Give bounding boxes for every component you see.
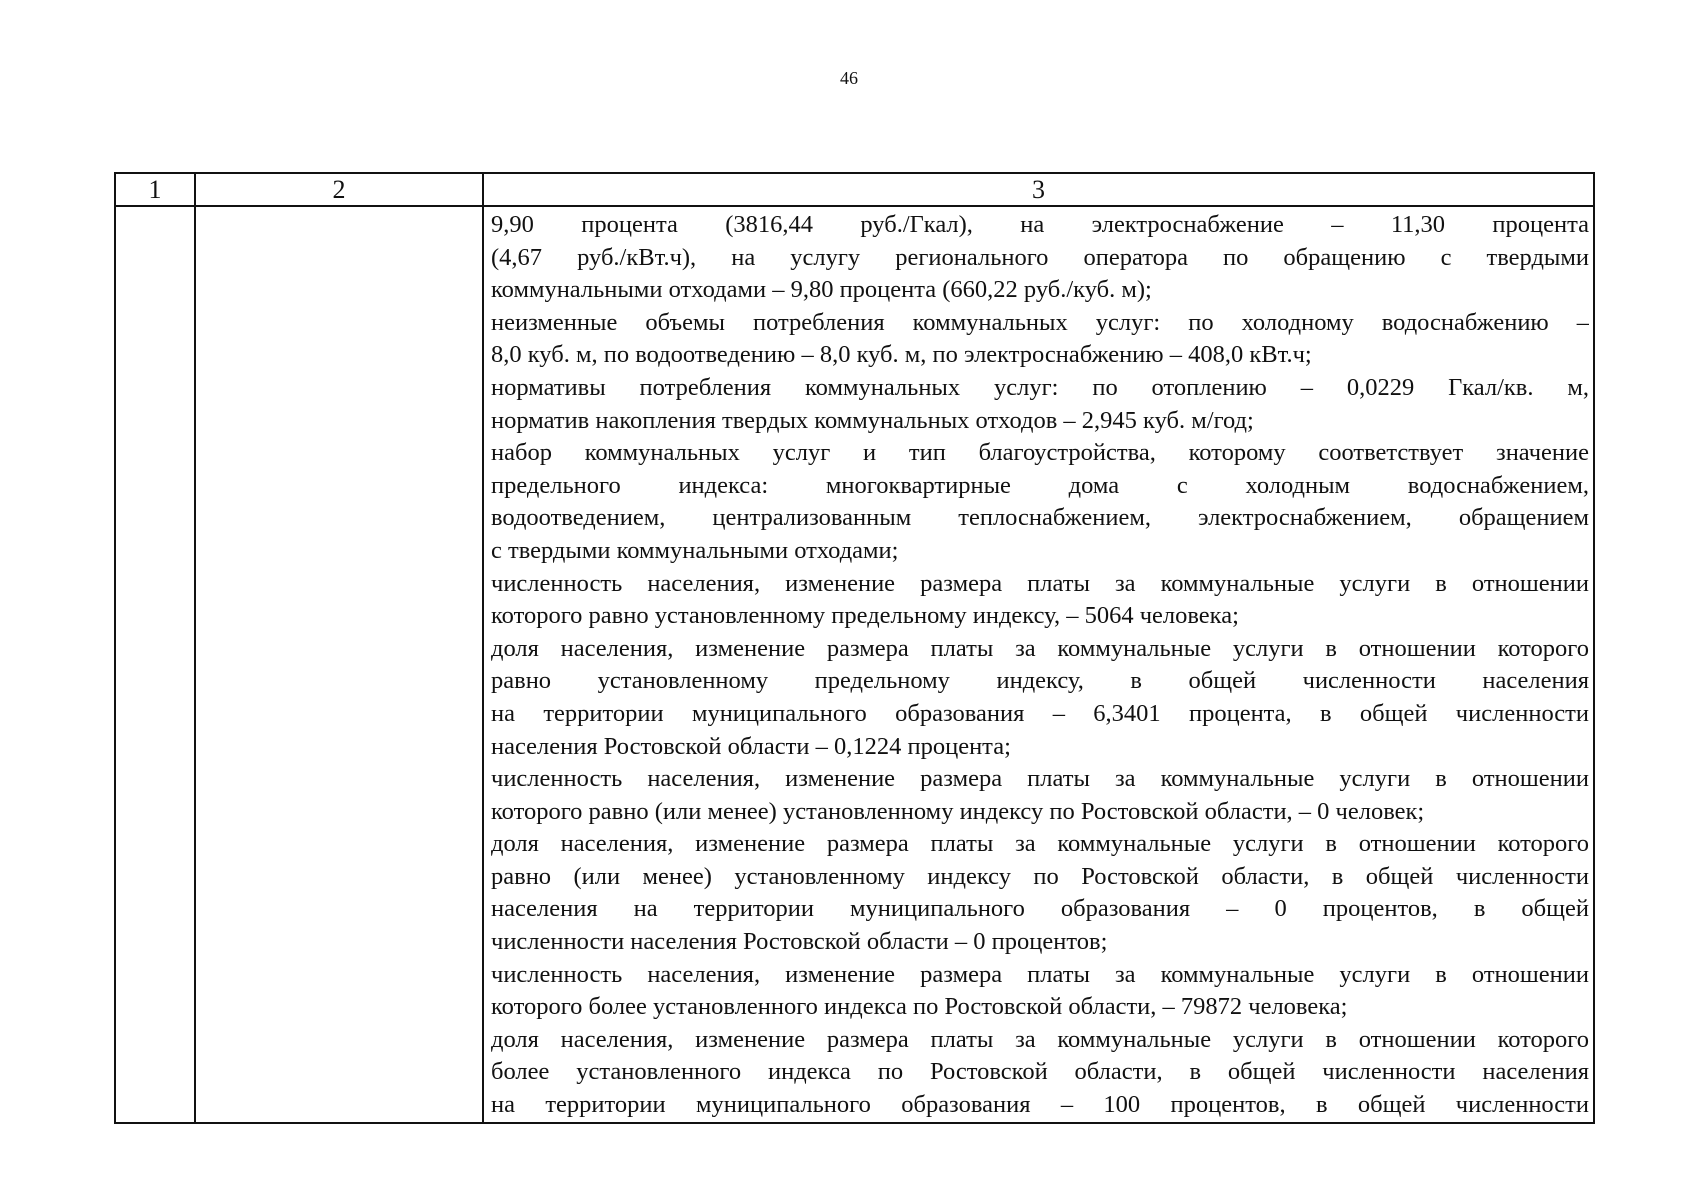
text-line: набор коммунальных услуг и тип благоустройства, которому соответствует значение: [491, 439, 1589, 467]
text-line: 9,90 процента (3816,44 руб./Гкал), на электроснабжение – 11,30 процента: [491, 211, 1589, 238]
column-header-2: 2: [195, 173, 483, 206]
text-line: на территории муниципального образования – 6,3401 процента, в общей численности: [491, 699, 1589, 727]
text-line: нормативы потребления коммунальных услуг: по отоплению – 0,0229 Гкал/кв. м,: [491, 373, 1589, 401]
text-line: населения Ростовской области – 0,1224 процента;: [491, 732, 1011, 760]
text-line: на территории муниципального образования – 100 процентов, в общей численности: [491, 1091, 1589, 1119]
text-line: которого равно установленному предельному индексу, – 5064 человека;: [491, 602, 1239, 630]
table-cell-col3: [483, 206, 1594, 1123]
text-line: численности населения Ростовской области – 0 процентов;: [491, 928, 1108, 956]
document-table: [114, 172, 1595, 1124]
text-line: равно (или менее) установленному индексу по Ростовской области, в общей численности: [491, 862, 1589, 890]
text-line: с твердыми коммунальными отходами;: [491, 536, 899, 564]
text-line: более установленного индекса по Ростовской области, в общей численности населения: [491, 1058, 1589, 1086]
text-line: водоотведением, централизованным теплоснабжением, электроснабжением, обращением: [491, 504, 1589, 532]
text-line: численность населения, изменение размера платы за коммунальные услуги в отношении: [491, 960, 1589, 988]
table-header-row: [115, 173, 1594, 206]
text-line: которого более установленного индекса по Ростовской области, – 79872 человека;: [491, 993, 1348, 1021]
text-line: доля населения, изменение размера платы за коммунальные услуги в отношении которого: [491, 830, 1589, 858]
text-line: населения на территории муниципального образования – 0 процентов, в общей: [491, 895, 1589, 923]
text-line: коммунальными отходами – 9,80 процента (660,22 руб./куб. м);: [491, 276, 1152, 304]
column-header-1: 1: [115, 173, 195, 206]
text-line: (4,67 руб./кВт.ч), на услугу регионального оператора по обращению с твердыми: [491, 243, 1589, 271]
text-line: которого равно (или менее) установленному индексу по Ростовской области, – 0 человек;: [491, 797, 1425, 825]
table-row: [115, 206, 1594, 1123]
text-line: доля населения, изменение размера платы за коммунальные услуги в отношении которого: [491, 634, 1589, 662]
text-line: численность населения, изменение размера платы за коммунальные услуги в отношении: [491, 569, 1589, 597]
text-line: предельного индекса: многоквартирные дома с холодным водоснабжением,: [491, 471, 1589, 499]
text-line: 8,0 куб. м, по водоотведению – 8,0 куб. м, по электроснабжению – 408,0 кВт.ч;: [491, 341, 1312, 369]
text-line: доля населения, изменение размера платы за коммунальные услуги в отношении которого: [491, 1025, 1589, 1053]
column-header-3: 3: [483, 173, 1594, 206]
cell-text-block: [484, 207, 1593, 1122]
table-cell-col1: [115, 206, 195, 1123]
page-number: 46: [840, 68, 858, 88]
text-line: численность населения, изменение размера платы за коммунальные услуги в отношении: [491, 765, 1589, 793]
table-cell-col2: [195, 206, 483, 1123]
text-line: равно установленному предельному индексу, в общей численности населения: [491, 667, 1589, 695]
text-line: норматив накопления твердых коммунальных отходов – 2,945 куб. м/год;: [491, 406, 1254, 434]
text-line: неизменные объемы потребления коммунальных услуг: по холодному водоснабжению –: [491, 308, 1589, 336]
